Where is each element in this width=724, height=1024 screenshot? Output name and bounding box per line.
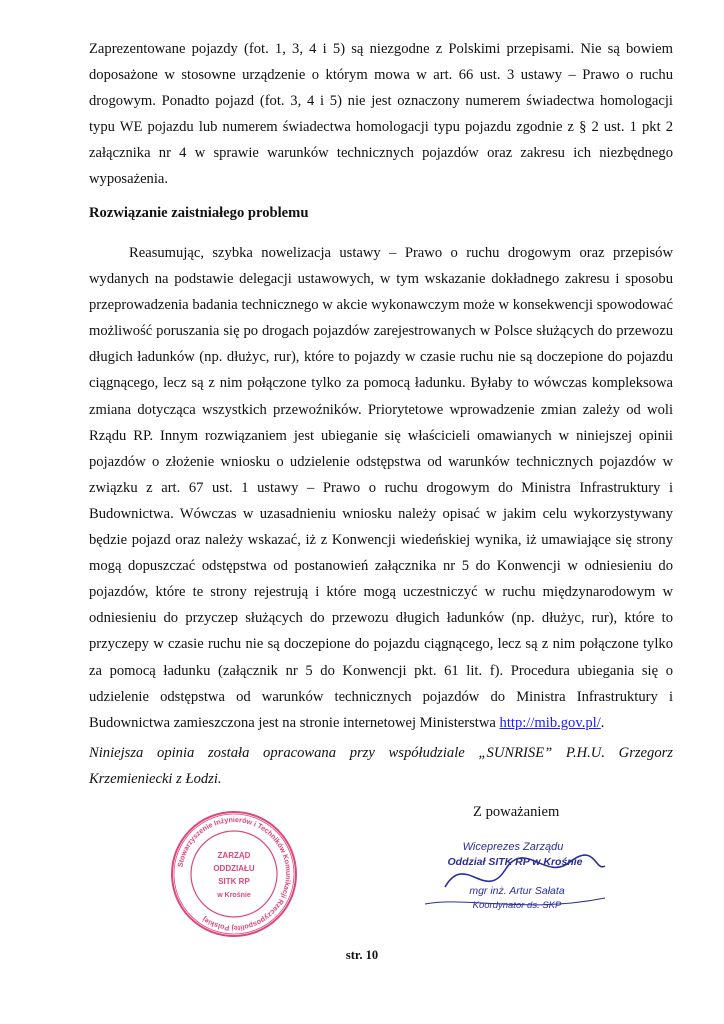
seal-line-1: ZARZĄD [217, 851, 251, 860]
seal-line-2: ODDZIAŁU [213, 864, 255, 873]
ministry-link[interactable]: http://mib.gov.pl/ [499, 714, 601, 731]
seal-outer-text: Stowarzyszenie Inżynierów i Techników Komunikacji Rzeczypospolitej Polskiej [175, 814, 294, 934]
paragraph-vehicles-noncompliance: Zaprezentowane pojazdy (fot. 1, 3, 4 i 5) są niezgodne z Polskimi przepisami. Nie są bowiem doposażone w stosowne urządzenie o którym mowa w art. 66 ust. 3 ustawy – Prawo o ruchu drogowym. Ponadto pojazd (fot. 3, 4 i 5) nie jest oznaczony numerem świadectwa homologacji typu WE pojazdu lub numerem świadectwa homologacji typu pojazdu zgodnie z § 2 ust. 1 pkt 2 załącznika nr 4 w sprawie warunków technicznych pojazdów oraz zakresu ich niezbędnego wyposażenia. [89, 41, 673, 188]
signature-stamp [405, 832, 615, 922]
page-number: str. 10 [345, 948, 379, 962]
organization-seal [168, 808, 300, 940]
seal-line-4: w Krośnie [217, 892, 251, 899]
stamp-branch: Oddział SITK RP w Krośnie [447, 856, 583, 868]
stamp-name: mgr inż. Artur Sałata [469, 885, 565, 897]
seal-line-3: SITK RP [218, 877, 250, 886]
stamp-role: Koordynator ds. SKP [472, 900, 562, 911]
paragraph-solution-tail: . [600, 714, 605, 731]
paragraph-solution [89, 240, 673, 736]
paragraph-cooperation-note: Niniejsza opinia została opracowana przy współudziale „SUNRISE” P.H.U. Grzegorz Krzemieniecki z Łodzi. [89, 745, 673, 788]
closing-regards: Z poważaniem [473, 804, 560, 820]
section-heading: Rozwiązanie zaistniałego problemu [89, 205, 309, 221]
stamp-title: Wiceprezes Zarządu [462, 841, 564, 853]
paragraph-solution-text: Reasumując, szybka nowelizacja ustawy – Prawo o ruchu drogowym oraz przepisów wydanych na podstawie delegacji ustawowych, w tym wskazanie dokładnego zakresu i sposobu przeprowadzenia badania technicznego w akcie wykonawczym może w konsekwencji spowodować możliwość poruszania się po drogach pojazdów zarejestrowanych w Polsce służących do przewozu długich ładunków (np. dłużyc, rur), które to pojazdy w czasie ruchu nie są doczepione do pojazdu ciągnącego, lecz są z nim połączone tylko za pomocą ładunku. Byłaby to wówczas kompleksowa zmiana dotycząca wszystkich przewoźników. Priorytetowe wprowadzenie zmian zależy od woli Rządu RP. Innym rozwiązaniem jest ubieganie się właścicieli omawianych w niniejszej opinii pojazdów o złożenie wniosku o udzielenie odstępstwa od warunków technicznych pojazdów w związku z art. 67 ust. 1 ustawy – Prawo o ruchu drogowym do Ministra Infrastruktury i Budownictwa. Wówczas w uzasadnieniu wniosku należy opisać w jakim celu wykorzystywany będzie pojazd oraz należy wskazać, iż z Konwencji wiedeńskiej wynika, iż umawiające się strony mogą dopuszczać odstępstwa od postanowień załącznika nr 5 do Konwencji w odniesieniu do pojazdów, które te strony rejestrują i które mogą uczestniczyć w ruchu międzynarodowym w odniesieniu do przyczep służących do przewozu długich ładunków (np. dłużyc, rur), które to przyczepy w czasie ruchu nie są doczepione do pojazdu ciągnącego, lecz są z nim połączone tylko za pomocą ładunku (załącznik nr 5 do Konwencji pkt. 61 lit. f). Procedura ubiegania się o udzielenie odstępstwa od warunków technicznych pojazdów do Ministra Infrastruktury i Budownictwa zamieszczona jest na stronie internetowej Ministerstwa [89, 245, 673, 731]
